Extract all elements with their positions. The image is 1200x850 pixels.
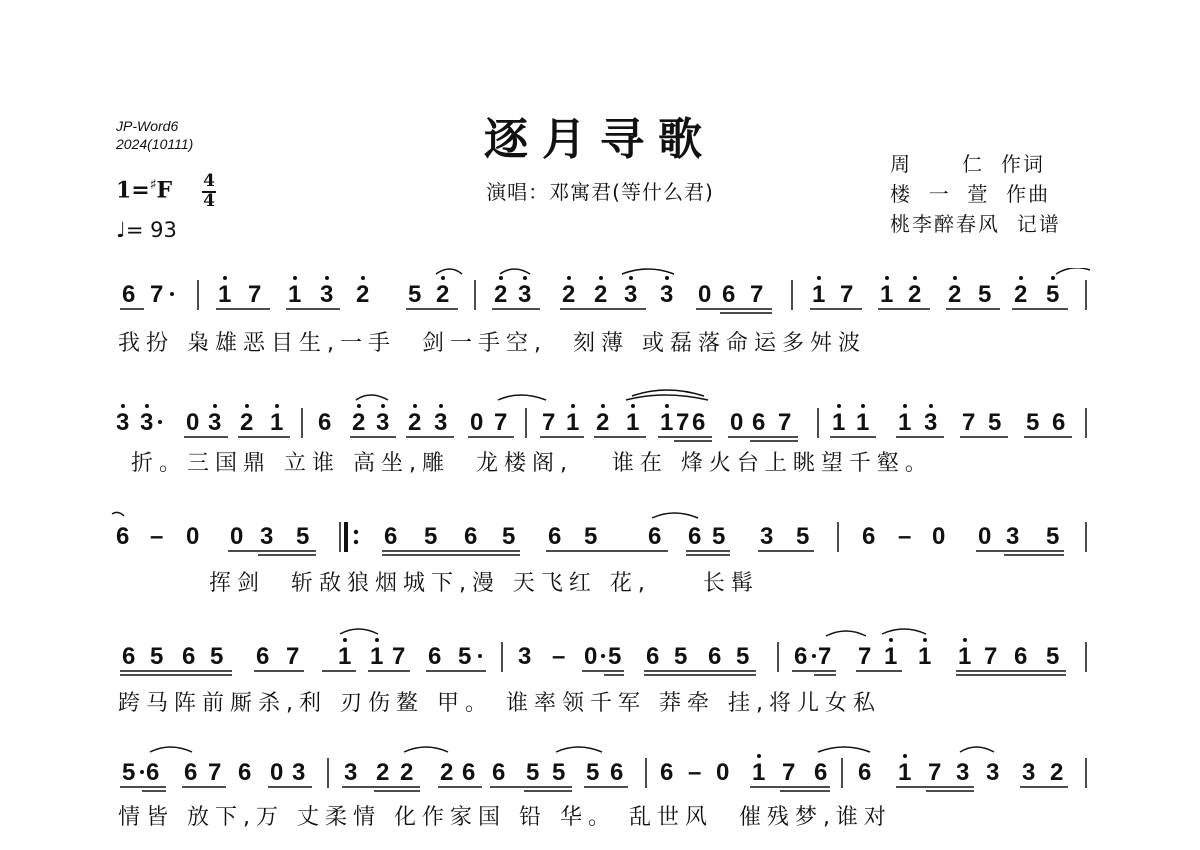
score-line-4 [0, 628, 1200, 732]
note: – [688, 759, 702, 786]
lyrics-line-5: 情皆 放下,万 丈柔情 化作家国 铅 华。 乱世风 催残梦,谁对 [118, 805, 892, 830]
transcriber-credit: 桃李醉春风 记谱 [890, 212, 1061, 236]
note: 3 [660, 281, 674, 308]
note: 5 [712, 523, 726, 550]
slur [960, 747, 994, 752]
note: 1 [832, 409, 846, 436]
lyrics-line-1: 我扮 枭雄恶目生,一手 剑一手空, 刻薄 或磊落命运多舛波 [118, 331, 866, 356]
note: 0 [584, 643, 598, 670]
note: 7 [778, 409, 792, 436]
note: 3 [956, 759, 970, 786]
high-octave-dot [817, 276, 821, 280]
lyrics-line-3: 挥剑 斩敌狼烟城下,漫 天飞红 花, 长髯 [118, 571, 759, 596]
note: 1 [880, 281, 894, 308]
notation-line-5 [0, 742, 1200, 802]
note: 0 [230, 523, 244, 550]
note: 6 [1014, 643, 1028, 670]
note: 2 [596, 409, 610, 436]
note: 7 [928, 759, 942, 786]
high-octave-dot [293, 276, 297, 280]
note: 1 [626, 409, 640, 436]
note: – [552, 643, 566, 670]
note: 6 [184, 759, 198, 786]
note: 6 [814, 759, 828, 786]
note: 3 [344, 759, 358, 786]
note: 2 [376, 759, 390, 786]
high-octave-dot [757, 754, 761, 758]
repeat-dot [354, 540, 358, 544]
high-octave-dot [413, 404, 417, 408]
note: 3 [760, 523, 774, 550]
high-octave-dot [631, 404, 635, 408]
high-octave-dot [441, 276, 445, 280]
slur [882, 629, 926, 634]
note: 2 [356, 281, 370, 308]
augmentation-dot [478, 654, 482, 658]
high-octave-dot [601, 404, 605, 408]
note: 6 [794, 643, 808, 670]
note: 0 [978, 523, 992, 550]
note: 6 [660, 759, 674, 786]
note: 3 [260, 523, 274, 550]
note: 7 [858, 643, 872, 670]
note: 1 [270, 409, 284, 436]
note: 7 [962, 409, 976, 436]
high-octave-dot [213, 404, 217, 408]
note: 2 [240, 409, 254, 436]
high-octave-dot [861, 404, 865, 408]
high-octave-dot [275, 404, 279, 408]
note: 6 [462, 759, 476, 786]
singer-line: 演唱：邓寓君(等什么君) [486, 180, 714, 204]
key-note: F [156, 177, 173, 204]
high-octave-dot [885, 276, 889, 280]
high-octave-dot [665, 404, 669, 408]
note: 2 [908, 281, 922, 308]
note: 7 [392, 643, 406, 670]
note: 6 [692, 409, 706, 436]
note: 3 [434, 409, 448, 436]
note: 1 [812, 281, 826, 308]
note: 6 [492, 759, 506, 786]
tempo-value: = 93 [125, 218, 177, 242]
note: 1 [218, 281, 232, 308]
note: 3 [924, 409, 938, 436]
note: 5 [796, 523, 810, 550]
slur [1056, 268, 1090, 274]
note: 5 [150, 643, 164, 670]
note: 6 [428, 643, 442, 670]
note: 5 [584, 523, 598, 550]
note: 6 [318, 409, 332, 436]
note: 3 [1022, 759, 1036, 786]
slur [826, 631, 866, 636]
note: 6 [384, 523, 398, 550]
note: 5 [458, 643, 472, 670]
high-octave-dot [903, 404, 907, 408]
note: 2 [408, 409, 422, 436]
note: 2 [494, 281, 508, 308]
note: – [150, 523, 164, 550]
note: 7 [208, 759, 222, 786]
high-octave-dot [665, 276, 669, 280]
note: 5 [608, 643, 622, 670]
note: 1 [958, 643, 972, 670]
note: 2 [1050, 759, 1064, 786]
note: 2 [594, 281, 608, 308]
note: 2 [400, 759, 414, 786]
note: 5 [296, 523, 310, 550]
note: 3 [1006, 523, 1020, 550]
note: 1 [370, 643, 384, 670]
note: 5 [408, 281, 422, 308]
augmentation-dot [812, 654, 816, 658]
lyrics-line-4: 跨马阵前厮杀,利 刃伤鳌 甲。 谁率领千军 莽牵 挂,将儿女私 [118, 691, 881, 716]
note: 7 [676, 409, 690, 436]
high-octave-dot [571, 404, 575, 408]
high-octave-dot [523, 276, 527, 280]
slur [500, 269, 530, 274]
slur [622, 269, 674, 274]
note: 6 [688, 523, 702, 550]
high-octave-dot [889, 638, 893, 642]
high-octave-dot [913, 276, 917, 280]
note: 6 [256, 643, 270, 670]
note: 3 [116, 409, 130, 436]
note: 1 [338, 643, 352, 670]
note: 3 [518, 643, 532, 670]
high-octave-dot [567, 276, 571, 280]
slur [626, 395, 708, 400]
slur [404, 747, 448, 752]
note: 5 [1046, 523, 1060, 550]
note: 7 [782, 759, 796, 786]
high-octave-dot [375, 638, 379, 642]
note: 1 [566, 409, 580, 436]
high-octave-dot [923, 638, 927, 642]
note: 5 [978, 281, 992, 308]
song-title: 逐月寻歌 [484, 114, 716, 165]
note: 2 [1014, 281, 1028, 308]
key-label: 1= [116, 177, 150, 204]
note: 6 [858, 759, 872, 786]
note: 0 [730, 409, 744, 436]
high-octave-dot [1051, 276, 1055, 280]
notation-line-4 [0, 628, 1200, 688]
note: 6 [708, 643, 722, 670]
note: 7 [494, 409, 508, 436]
note: 2 [436, 281, 450, 308]
time-signature [202, 173, 216, 210]
note: 5 [122, 759, 136, 786]
notation-line-1 [0, 268, 1200, 328]
note: 2 [440, 759, 454, 786]
note: 5 [1046, 643, 1060, 670]
high-octave-dot [1019, 276, 1023, 280]
note: 6 [548, 523, 562, 550]
note: 6 [238, 759, 252, 786]
note: 6 [122, 281, 136, 308]
note: 0 [470, 409, 484, 436]
high-octave-dot [903, 754, 907, 758]
note: 5 [1046, 281, 1060, 308]
note: 0 [186, 523, 200, 550]
high-octave-dot [599, 276, 603, 280]
slur [436, 269, 462, 274]
score-line-1 [0, 268, 1200, 372]
slur [556, 747, 602, 752]
note: 3 [986, 759, 1000, 786]
high-octave-dot [357, 404, 361, 408]
high-octave-dot [381, 404, 385, 408]
note: 6 [648, 523, 662, 550]
tie-continuation [112, 512, 124, 516]
note: 7 [840, 281, 854, 308]
high-octave-dot [629, 276, 633, 280]
time-denominator: 4 [203, 191, 215, 211]
key-signature [116, 177, 172, 203]
note: 3 [624, 281, 638, 308]
high-octave-dot [145, 404, 149, 408]
slur [356, 395, 388, 400]
score-line-5 [0, 742, 1200, 846]
note: – [898, 523, 912, 550]
note: 1 [898, 409, 912, 436]
note: 1 [288, 281, 302, 308]
note: 3 [208, 409, 222, 436]
note: 1 [918, 643, 932, 670]
high-octave-dot [953, 276, 957, 280]
note: 5 [502, 523, 516, 550]
note: 6 [862, 523, 876, 550]
note: 3 [140, 409, 154, 436]
time-numerator: 4 [203, 171, 215, 191]
high-octave-dot [245, 404, 249, 408]
note: 1 [752, 759, 766, 786]
augmentation-dot [601, 654, 605, 658]
note: 2 [562, 281, 576, 308]
note: 0 [698, 281, 712, 308]
score-line-3 [0, 508, 1200, 612]
note: 2 [352, 409, 366, 436]
note: 3 [518, 281, 532, 308]
augmentation-dot [158, 420, 162, 424]
quarter-note-icon: ♩ [116, 218, 126, 242]
composer-credit: 楼 一 萱 作曲 [890, 182, 1051, 206]
note: 6 [752, 409, 766, 436]
note: 6 [464, 523, 478, 550]
slur [340, 629, 378, 634]
note: 5 [210, 643, 224, 670]
tempo-marking [116, 218, 177, 242]
high-octave-dot [361, 276, 365, 280]
note: 5 [988, 409, 1002, 436]
score-line-2 [0, 388, 1200, 492]
note: 5 [552, 759, 566, 786]
software-version: 2024(10111) [116, 136, 194, 152]
note: 5 [674, 643, 688, 670]
lyricist-credit: 周 仁 作词 [890, 152, 1045, 176]
high-octave-dot [963, 638, 967, 642]
note: 7 [248, 281, 262, 308]
note: 1 [898, 759, 912, 786]
augmentation-dot [140, 770, 144, 774]
repeat-dot [354, 530, 358, 534]
note: 6 [722, 281, 736, 308]
note: 6 [116, 523, 130, 550]
note: 6 [610, 759, 624, 786]
note: 0 [932, 523, 946, 550]
high-octave-dot [121, 404, 125, 408]
note: 7 [542, 409, 556, 436]
note: 3 [320, 281, 334, 308]
note: 7 [984, 643, 998, 670]
lyrics-line-2: 折。三国鼎 立谁 高坐,雕 龙楼阁, 谁在 烽火台上眺望千壑。 [118, 451, 933, 476]
note: 6 [182, 643, 196, 670]
note: 0 [270, 759, 284, 786]
sharp-sign: ♯ [149, 177, 157, 193]
notation-line-3 [0, 508, 1200, 568]
slur [652, 513, 698, 518]
slur [818, 747, 870, 752]
note: 2 [948, 281, 962, 308]
note: 7 [150, 281, 164, 308]
note: 7 [286, 643, 300, 670]
note: 3 [376, 409, 390, 436]
note: 3 [292, 759, 306, 786]
slur [150, 747, 192, 752]
note: 1 [884, 643, 898, 670]
note: 6 [146, 759, 160, 786]
note: 5 [736, 643, 750, 670]
note: 6 [1052, 409, 1066, 436]
high-octave-dot [439, 404, 443, 408]
notation-line-2 [0, 388, 1200, 448]
high-octave-dot [499, 276, 503, 280]
augmentation-dot [170, 292, 174, 296]
high-octave-dot [343, 638, 347, 642]
note: 5 [424, 523, 438, 550]
note: 7 [818, 643, 832, 670]
high-octave-dot [837, 404, 841, 408]
note: 0 [186, 409, 200, 436]
note: 0 [716, 759, 730, 786]
note: 5 [526, 759, 540, 786]
software-name: JP-Word6 [116, 118, 179, 134]
note: 5 [1026, 409, 1040, 436]
slur [498, 395, 546, 400]
note: 5 [586, 759, 600, 786]
high-octave-dot [325, 276, 329, 280]
high-octave-dot [929, 404, 933, 408]
note: 1 [856, 409, 870, 436]
note: 7 [750, 281, 764, 308]
high-octave-dot [223, 276, 227, 280]
note: 6 [122, 643, 136, 670]
note: 1 [660, 409, 674, 436]
note: 6 [646, 643, 660, 670]
